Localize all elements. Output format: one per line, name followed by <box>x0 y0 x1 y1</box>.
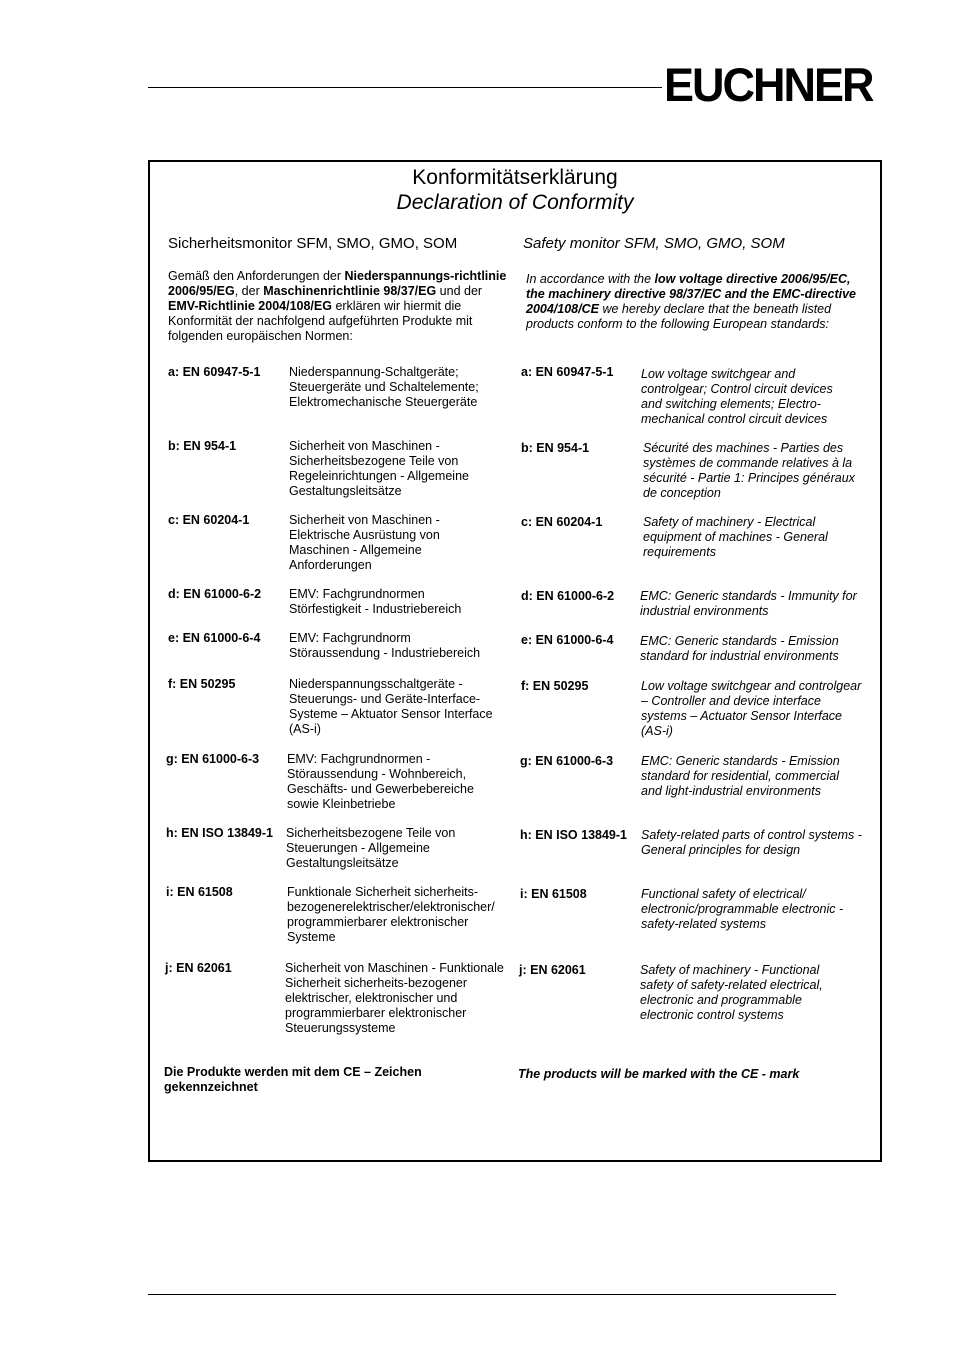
title-english: Declaration of Conformity <box>396 191 634 214</box>
standard-desc-de: Sicherheit von Maschinen - Elektrische Ausrüstung von Maschinen - Allgemeine Anforderungen <box>289 513 440 572</box>
standard-code-en: g: EN 61000-6-3 <box>520 754 614 768</box>
closing-english: The products will be marked with the CE - mark <box>518 1067 800 1081</box>
standard-code-en: a: EN 60947-5-1 <box>521 365 614 379</box>
standard-code-en: e: EN 61000-6-4 <box>521 633 614 647</box>
standard-desc-en: EMC: Generic standards - Emission standard for industrial environments <box>640 634 839 663</box>
subtitle-german: Sicherheitsmonitor SFM, SMO, GMO, SOM <box>168 235 458 252</box>
standard-code-de: c: EN 60204-1 <box>168 513 250 527</box>
header-rule <box>148 87 662 88</box>
standard-code-de: e: EN 61000-6-4 <box>168 631 261 645</box>
standard-code-de: b: EN 954-1 <box>168 439 237 453</box>
declaration-box <box>148 160 882 1162</box>
standard-desc-en: EMC: Generic standards - Emission standard for residential, commercial and light-industrial environments <box>641 754 840 798</box>
standard-code-en: i: EN 61508 <box>520 887 587 901</box>
standard-code-en: b: EN 954-1 <box>521 441 590 455</box>
standard-code-de: g: EN 61000-6-3 <box>166 752 260 766</box>
standard-code-en: d: EN 61000-6-2 <box>521 589 615 603</box>
subtitle-english: Safety monitor SFM, SMO, GMO, SOM <box>523 235 785 252</box>
standard-desc-de: EMV: Fachgrundnorm Störaussendung - Industriebereich <box>289 631 481 660</box>
title-german: Konformitätserklärung <box>412 166 618 189</box>
standard-code-en: f: EN 50295 <box>521 679 589 693</box>
standard-code-en: j: EN 62061 <box>519 963 586 977</box>
standard-desc-en: EMC: Generic standards - Immunity for industrial environments <box>640 589 857 618</box>
standard-desc-de: Niederspannung-Schaltgeräte; Steuergeräte und Schaltelemente; Elektromechanische Steuergeräte <box>289 365 479 409</box>
standard-desc-de: EMV: Fachgrundnormen - Störaussendung - Wohnbereich, Geschäfts- und Gewerbebereiche sowie Kleinbetriebe <box>287 752 474 811</box>
standard-desc-de: EMV: Fachgrundnormen Störfestigkeit - Industriebereich <box>289 587 462 616</box>
intro-english: In accordance with the low voltage directive 2006/95/EC, the machinery directive 98/37/EC and the EMC-directive 2004/108/CE we hereby declare that the beneath listed products conform to the following European standards: <box>526 272 856 331</box>
intro-german: Gemäß den Anforderungen der Niederspannungs-richtlinie 2006/95/EG, der Maschinenrichtlinie 98/37/EG und der EMV-Richtlinie 2004/108/EG erklären wir hiermit die Konformität der nachfolgend aufgeführten Produkte mit folgenden europäischen Normen: <box>168 269 507 343</box>
standard-desc-en: Low voltage switchgear and controlgear – Controller and device interface systems – Actuator Sensor Interface (AS-i) <box>641 679 862 738</box>
standard-desc-de: Sicherheit von Maschinen - Sicherheitsbezogene Teile von Regeleinrichtungen - Allgemeine Gestaltungsleitsätze <box>289 439 469 498</box>
standard-desc-en: Safety of machinery - Functional safety of safety-related electrical, electronic and programmable electronic control systems <box>640 963 823 1022</box>
standard-desc-en: Low voltage switchgear and controlgear; Control circuit devices and switching elements; Electro-mechanical control circuit devices <box>641 367 833 426</box>
standard-code-de: f: EN 50295 <box>168 677 236 691</box>
standard-desc-en: Sécurité des machines - Parties des systèmes de commande relatives à la sécurité - Partie 1: Principes généraux de conception <box>643 441 855 500</box>
euchner-logo: EUCHNER <box>664 57 873 112</box>
standard-desc-en: Safety of machinery - Electrical equipment of machines - General requirements <box>643 515 828 559</box>
standard-code-de: j: EN 62061 <box>165 961 232 975</box>
standard-desc-en: Functional safety of electrical/ electronic/programmable electronic - safety-related systems <box>641 887 844 931</box>
standard-code-de: i: EN 61508 <box>166 885 233 899</box>
standard-code-de: h: EN ISO 13849-1 <box>166 826 273 840</box>
standard-code-de: d: EN 61000-6-2 <box>168 587 262 601</box>
standard-desc-de: Funktionale Sicherheit sicherheits-bezogenerelektrischer/elektronischer/ programmierbarer elektronischer Systeme <box>287 885 495 944</box>
standard-code-de: a: EN 60947-5-1 <box>168 365 261 379</box>
footer-rule <box>148 1294 836 1295</box>
standard-desc-de: Sicherheit von Maschinen - Funktionale Sicherheit sicherheits-bezogener elektrischer, elektronischer und programmierbarer elektronischer Steuerungssysteme <box>285 961 504 1035</box>
standard-desc-de: Sicherheitsbezogene Teile von Steuerungen - Allgemeine Gestaltungsleitsätze <box>286 826 456 870</box>
standard-code-en: c: EN 60204-1 <box>521 515 603 529</box>
standard-desc-de: Niederspannungsschaltgeräte - Steuerungs- und Geräte-Interface-Systeme – Aktuator Sensor Interface (AS-i) <box>289 677 493 736</box>
closing-german: Die Produkte werden mit dem CE – Zeichen gekennzeichnet <box>164 1065 422 1094</box>
standard-desc-en: Safety-related parts of control systems - General principles for design <box>641 828 862 857</box>
standard-code-en: h: EN ISO 13849-1 <box>520 828 627 842</box>
